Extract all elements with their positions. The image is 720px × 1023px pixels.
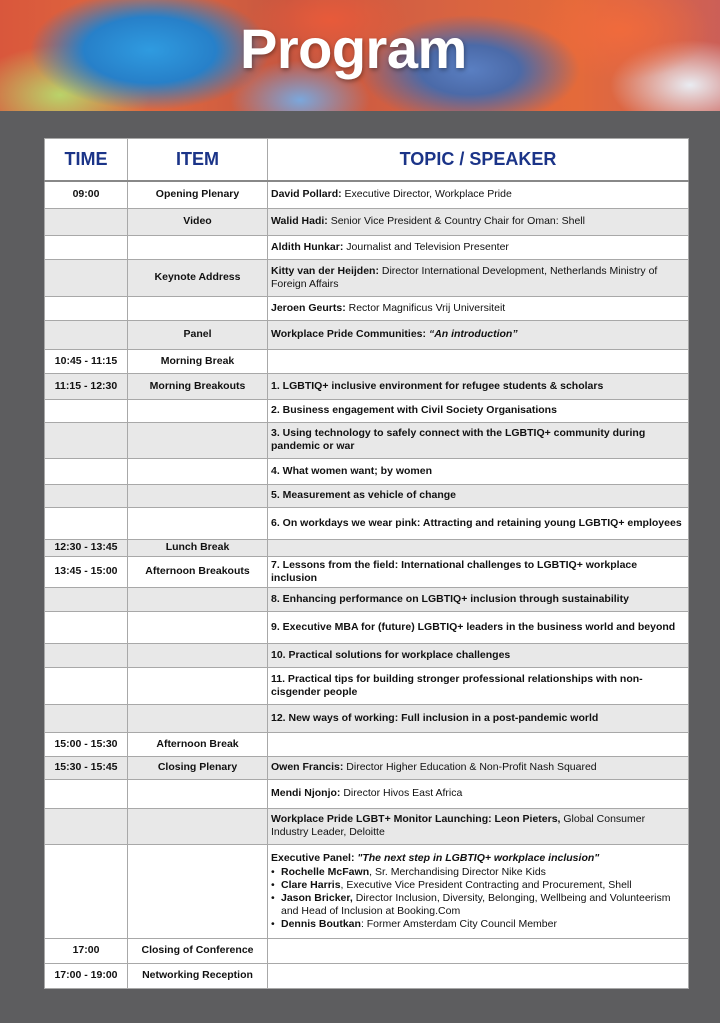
topic-emphasis: 1. LGBTIQ+ inclusive environment for refugee students & scholars [271, 379, 604, 392]
item-cell: Afternoon Breakouts [128, 556, 268, 587]
topic-emphasis: David Pollard: [271, 188, 342, 201]
topic-line [271, 188, 685, 201]
topic-cell [268, 844, 689, 938]
topic-line [271, 649, 685, 662]
item-cell: Morning Breakouts [128, 373, 268, 399]
time-cell: 12:30 - 13:45 [45, 539, 128, 556]
item-cell [128, 704, 268, 732]
table-row [45, 320, 689, 349]
topic-line [271, 489, 685, 502]
topic-cell [268, 373, 689, 399]
topic-line [271, 852, 685, 865]
topic-line [271, 593, 685, 606]
table-row [45, 259, 689, 296]
item-cell [128, 808, 268, 844]
table-row [45, 611, 689, 643]
table-row [45, 507, 689, 539]
table-row [45, 963, 689, 988]
item-cell [128, 399, 268, 422]
topic-emphasis: 10. Practical solutions for workplace challenges [271, 648, 511, 661]
time-cell [45, 704, 128, 732]
item-cell: Closing Plenary [128, 756, 268, 779]
topic-cell [268, 208, 689, 235]
topic-cell [268, 611, 689, 643]
item-cell [128, 643, 268, 667]
topic-cell [268, 320, 689, 349]
topic-line [271, 265, 685, 291]
topic-cell [268, 938, 689, 963]
topic-cell [268, 349, 689, 373]
time-cell: 13:45 - 15:00 [45, 556, 128, 587]
topic-cell [268, 296, 689, 320]
topic-cell [268, 587, 689, 611]
topic-cell [268, 422, 689, 458]
topic-text: Executive Director, Workplace Pride [341, 188, 512, 201]
header-item: ITEM [128, 139, 268, 182]
topic-emphasis: Dennis Boutkan [281, 917, 361, 930]
topic-emphasis: 7. Lessons from the field: International challenges to LGBTIQ+ workplace inclusion [271, 558, 638, 584]
table-row [45, 373, 689, 399]
time-cell: 15:00 - 15:30 [45, 732, 128, 756]
topic-text: Director Inclusion, Diversity, Belonging, Wellbeing and Volunteerism and Head of Inclusion at Booking.Com [281, 891, 671, 917]
item-cell [128, 507, 268, 539]
table-row [45, 296, 689, 320]
time-cell [45, 458, 128, 484]
topic-cell [268, 235, 689, 259]
topic-emphasis: Clare Harris [281, 878, 341, 891]
topic-emphasis: “An introduction” [428, 328, 518, 340]
table-body [45, 181, 689, 988]
item-cell [128, 587, 268, 611]
time-cell [45, 422, 128, 458]
item-cell [128, 484, 268, 507]
topic-emphasis: Kitty van der Heijden: [271, 264, 379, 277]
item-cell: Closing of Conference [128, 938, 268, 963]
table-row [45, 422, 689, 458]
topic-emphasis: Mendi Njonjo: [271, 787, 341, 799]
topic-cell [268, 181, 689, 208]
panelist-item [271, 879, 685, 892]
topic-text: : Former Amsterdam City Council Member [360, 917, 557, 930]
time-cell [45, 844, 128, 938]
time-cell [45, 320, 128, 349]
page-title: Program [240, 17, 467, 80]
item-cell: Panel [128, 320, 268, 349]
time-cell: 10:45 - 11:15 [45, 349, 128, 373]
table-row [45, 667, 689, 704]
time-cell: 15:30 - 15:45 [45, 756, 128, 779]
topic-emphasis: Executive Panel: [271, 851, 358, 864]
topic-emphasis: "The next step in LGBTIQ+ workplace inclusion" [357, 851, 600, 864]
topic-line [271, 465, 685, 478]
item-cell: Morning Break [128, 349, 268, 373]
table-row [45, 539, 689, 556]
item-cell: Networking Reception [128, 963, 268, 988]
program-sheet [44, 138, 688, 989]
topic-line [271, 621, 685, 634]
topic-cell [268, 507, 689, 539]
table-header-row [45, 139, 689, 182]
topic-emphasis: 8. Enhancing performance on LGBTIQ+ inclusion through sustainability [271, 592, 629, 605]
topic-line [271, 761, 685, 774]
topic-emphasis: Workplace Pride Communities: [271, 328, 429, 340]
topic-emphasis: 12. New ways of working: Full inclusion in a post-pandemic world [271, 711, 599, 724]
table-row [45, 732, 689, 756]
item-cell [128, 667, 268, 704]
panelist-item [271, 866, 685, 879]
topic-cell [268, 779, 689, 808]
time-cell [45, 507, 128, 539]
item-cell: Lunch Break [128, 539, 268, 556]
table-row [45, 808, 689, 844]
table-row [45, 458, 689, 484]
item-cell [128, 235, 268, 259]
topic-line [271, 328, 685, 341]
time-cell [45, 643, 128, 667]
topic-text: Senior Vice President & Country Chair for Oman: Shell [327, 215, 585, 227]
topic-line [271, 517, 685, 530]
topic-line [271, 813, 685, 839]
table-row [45, 556, 689, 587]
topic-cell [268, 259, 689, 296]
table-row [45, 938, 689, 963]
table-row [45, 399, 689, 422]
table-row [45, 704, 689, 732]
topic-emphasis: Walid Hadi: [271, 215, 328, 227]
time-cell [45, 611, 128, 643]
topic-line [271, 380, 685, 393]
topic-emphasis: Jason Bricker, [281, 891, 353, 904]
topic-emphasis: 6. On workdays we wear pink: Attracting and retaining young LGBTIQ+ employees [271, 516, 682, 529]
item-cell [128, 458, 268, 484]
topic-text: Journalist and Television Presenter [343, 240, 509, 253]
topic-emphasis: Owen Francis: [271, 761, 344, 773]
time-cell [45, 399, 128, 422]
header-topic: TOPIC / SPEAKER [268, 139, 689, 182]
topic-cell [268, 963, 689, 988]
time-cell [45, 667, 128, 704]
time-cell: 11:15 - 12:30 [45, 373, 128, 399]
topic-text: Global Consumer Industry Leader, Deloitte [271, 813, 646, 838]
table-row [45, 235, 689, 259]
topic-cell [268, 556, 689, 587]
topic-text: , Executive Vice President Contracting and Procurement, Shell [340, 878, 632, 891]
topic-cell [268, 732, 689, 756]
panelist-item [271, 892, 685, 918]
topic-emphasis: 11. Practical tips for building stronger professional relationships with non-cisgender people [271, 672, 643, 698]
item-cell [128, 296, 268, 320]
item-cell [128, 844, 268, 938]
topic-cell [268, 399, 689, 422]
time-cell: 09:00 [45, 181, 128, 208]
topic-cell [268, 756, 689, 779]
panelist-list [271, 866, 685, 931]
topic-emphasis: 5. Measurement as vehicle of change [271, 489, 456, 501]
time-cell: 17:00 - 19:00 [45, 963, 128, 988]
time-cell [45, 296, 128, 320]
program-table [44, 138, 689, 989]
topic-cell [268, 704, 689, 732]
topic-emphasis: Jeroen Geurts: [271, 301, 346, 314]
time-cell [45, 808, 128, 844]
topic-cell [268, 484, 689, 507]
time-cell [45, 259, 128, 296]
table-row [45, 208, 689, 235]
time-cell [45, 208, 128, 235]
item-cell [128, 611, 268, 643]
topic-cell [268, 643, 689, 667]
header-time: TIME [45, 139, 128, 182]
topic-emphasis: Workplace Pride LGBT+ Monitor Launching: Leon Pieters, [271, 813, 561, 825]
item-cell [128, 422, 268, 458]
table-row [45, 181, 689, 208]
time-cell [45, 587, 128, 611]
topic-line [271, 787, 685, 800]
item-cell: Opening Plenary [128, 181, 268, 208]
topic-cell [268, 667, 689, 704]
topic-emphasis: 3. Using technology to safely connect with the LGBTIQ+ community during pandemic or war [271, 427, 646, 452]
table-row [45, 484, 689, 507]
item-cell: Keynote Address [128, 259, 268, 296]
topic-line [271, 241, 685, 254]
topic-line [271, 673, 685, 699]
item-cell [128, 779, 268, 808]
time-cell [45, 484, 128, 507]
topic-line [271, 404, 685, 417]
time-cell: 17:00 [45, 938, 128, 963]
item-cell: Video [128, 208, 268, 235]
topic-line [271, 302, 685, 315]
topic-text: , Sr. Merchandising Director Nike Kids [369, 865, 546, 878]
topic-cell [268, 539, 689, 556]
table-row [45, 643, 689, 667]
topic-emphasis: Rochelle McFawn [281, 865, 370, 878]
table-row [45, 587, 689, 611]
topic-line [271, 215, 685, 228]
time-cell [45, 235, 128, 259]
topic-text: Director Higher Education & Non-Profit Nash Squared [343, 761, 597, 773]
topic-text: Rector Magnificus Vrij Universiteit [345, 301, 506, 314]
topic-emphasis: Aldith Hunkar: [271, 240, 344, 253]
time-cell [45, 779, 128, 808]
topic-text: Director International Development, Netherlands Ministry of Foreign Affairs [271, 264, 658, 290]
topic-emphasis: 9. Executive MBA for (future) LGBTIQ+ leaders in the business world and beyond [271, 620, 676, 633]
table-row [45, 844, 689, 938]
table-row [45, 349, 689, 373]
topic-line [271, 712, 685, 725]
table-row [45, 779, 689, 808]
topic-line [271, 559, 685, 585]
topic-emphasis: 4. What women want; by women [271, 464, 433, 477]
topic-cell [268, 808, 689, 844]
topic-emphasis: 2. Business engagement with Civil Society Organisations [271, 404, 557, 416]
topic-line [271, 427, 685, 453]
topic-text: Director Hivos East Africa [340, 787, 463, 799]
banner-image [0, 0, 720, 111]
topic-cell [268, 458, 689, 484]
table-row [45, 756, 689, 779]
panelist-item [271, 918, 685, 931]
item-cell: Afternoon Break [128, 732, 268, 756]
